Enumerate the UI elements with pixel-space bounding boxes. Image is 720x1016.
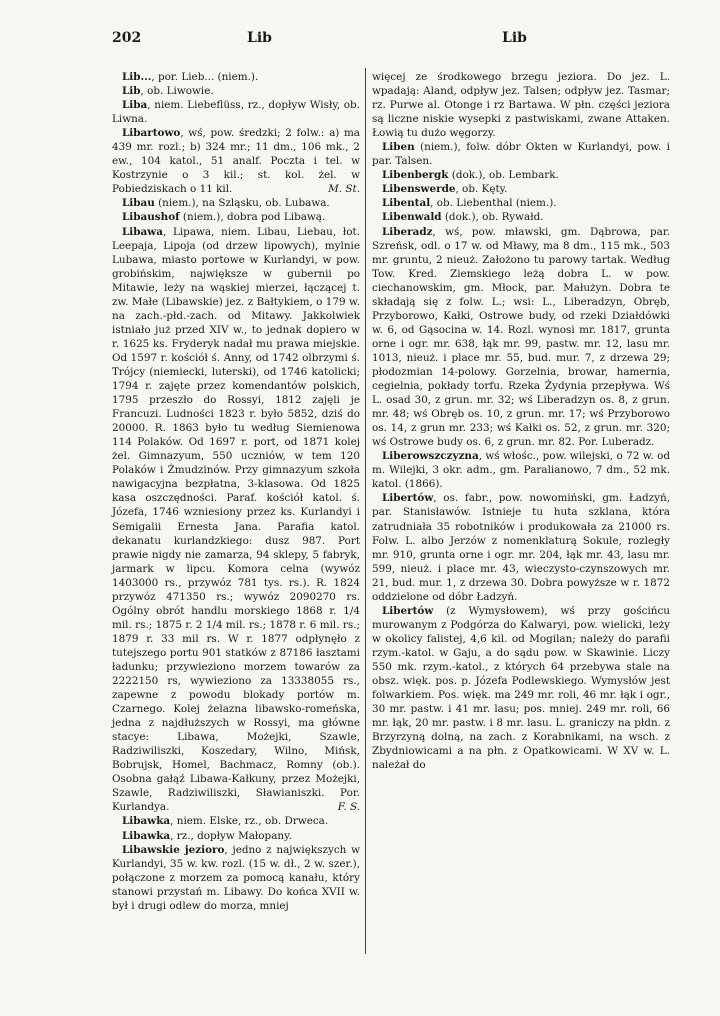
entry-headword: Libaushof <box>122 211 180 224</box>
entry-text: , wś, pow. mławski, gm. Dąbrowa, par. Szreńsk, odl. o 17 w. od Mławy, ma 8 dm., 115 mk., 503 mr. gruntu, 2 nieuż. Założono tu parowy tartak. Według Tow. Kred. Ziemskiego leżą dobra L. w pow. ciechanowskim, gm. Młock, par. Małużyn. Dobra te składają się z folw. L.; wsi: L., Liberadzyn, Obręb, Przyborowo, Kałki, Ostrowe budy, od rzeki Działdówki w. 6, od Gąsocina w. 14. Rozl. wynosi mr. 1817, grunta orne i ogr. mr. 638, łąk mr. 99, pastw. mr. 12, lasu mr. 1013, nieuż. i place mr. 55, bud. mur. 7, z drzewa 29; płodozmian 14-polowy. Gorzelnia, browar, hamernia, cegielnia, pokłady torfu. Rzeka Żydynia przepływa. Wś L. osad 30, z grun. mr. 32; wś Liberadzyn os. 8, z grun. mr. 48; wś Obręb os. 10, z grun. mr. 17; wś Przyborowo os. 14, z grun mr. 233; wś Kałki os. 52, z grun. mr. 320; wś Ostrowe budy os. 6, z grun. mr. 82. Por. Luberadz. <box>372 225 670 449</box>
dictionary-entry <box>112 70 360 84</box>
entry-text: (niem.), na Szląsku, ob. Lubawa. <box>154 197 330 210</box>
entry-headword: Libau <box>122 197 155 210</box>
entry-text: , ob. Kęty. <box>455 183 508 196</box>
dictionary-entry <box>372 210 670 224</box>
entry-headword: Libenswerde <box>382 183 456 196</box>
entry-text: (dok.), ob. Lembark. <box>448 169 559 182</box>
author-signature: M. St. <box>328 183 360 196</box>
entry-text: , jedno z największych w Kurlandyi, 35 w. kw. rozl. (15 w. dł., 2 w. szer.), połączone z morzem za pomocą kanału, który stanowi przystań m. Libawy. Do końca XVII w. był i drugi odlew do morza, mniej <box>112 843 360 912</box>
entry-headword: Liba <box>122 99 148 112</box>
entry-headword: Liberowszczyzna <box>382 450 479 463</box>
dictionary-entry <box>112 210 360 224</box>
entry-headword: Lib <box>122 85 141 98</box>
entry-text: (dok.), ob. Rywałd. <box>441 211 544 224</box>
author-signature: F. S. <box>337 801 360 814</box>
entry-headword: Libental <box>382 197 431 210</box>
entry-headword: Libenbergk <box>382 169 449 182</box>
page-header <box>112 30 660 50</box>
dictionary-entry <box>372 196 670 210</box>
dictionary-entry <box>372 449 670 491</box>
entry-text: , wś włośc., pow. wilejski, o 72 w. od m. Wilejki, 3 okr. adm., gm. Paralianowo, 7 dm., 52 mk. katol. (1866). <box>372 450 670 491</box>
entry-text: (niem.), folw. dóbr Okten w Kurlandyi, pow. i par. Talsen. <box>372 141 670 168</box>
dictionary-entry <box>112 98 360 126</box>
entry-headword: Liberadz <box>382 225 433 238</box>
entry-text: , ob. Liwowie. <box>140 85 214 98</box>
entry-text: , rz., dopływ Małopany. <box>170 829 292 842</box>
entry-text: , niem. Elske, rz., ob. Drweca. <box>170 815 329 828</box>
entry-text: (z Wymysłowem), wś przy gościńcu murowanym z Podgórza do Kalwaryi, pow. wielicki, leży w okolicy falistej, 4,6 kil. od Mogilan; należy do parafii rzym.-katol. w Gaju, a do sądu pow. w Skawinie. Liczy 550 mk. rzym.-katol., z których 64 przebywa stale na obsz. więk. pos. p. Józefa Podlewskiego. Wymysłów jest folwarkiem. Pos. więk. ma 249 mr. roli, 46 mr. łąk i ogr., 30 mr. pastw. i 41 mr. lasu; pos. mniej. 249 mr. roli, 66 mr. łąk, 20 mr. pastw. i 8 mr. lasu. L. graniczy na płdn. z Brzyrzyną dolną, na zach. z Korabnikami, na wsch. z Zbydniowicami a na płn. z Opatkowicami. W XV w. L. należał do <box>372 604 670 772</box>
entry-headword: Libawa <box>122 225 163 238</box>
entry-headword: Libenwald <box>382 211 442 224</box>
dictionary-entry <box>372 491 670 603</box>
dictionary-entry <box>112 225 360 815</box>
left-column <box>112 70 360 913</box>
entry-text: , ob. Liebenthal (niem.). <box>430 197 557 210</box>
dictionary-entry <box>372 140 670 168</box>
entry-headword: Liben <box>382 141 415 154</box>
entry-headword: Libawskie jezioro <box>122 843 225 856</box>
column-divider <box>365 68 366 954</box>
page-number: 202 <box>112 30 142 46</box>
left-running-head: Lib <box>247 30 272 46</box>
entry-headword: Lib... <box>122 71 152 83</box>
entry-headword: Libawka <box>122 815 171 828</box>
entry-text: , wś, pow. średzki; 2 folw.: a) ma 439 mr. rozl.; b) 324 mr.; 11 dm., 106 mk., 2 ew., 104 katol., 51 analf. Poczta i tel. w Kostrzynie o 3 kil.; st. kol. żel. w Pobiedziskach o 11 kil. <box>112 127 360 196</box>
entry-text: , os. fabr., pow. nowomiński, gm. Ładzyń, par. Stanisławów. Istnieje tu huta szklana, która zatrudniała 35 robotników i produkowała za 21000 rs. Folw. L. albo Jerzów z nomenklaturą Sokule, rozległy mr. 910, grunta orne i ogr. mr. 204, łąk mr. 43, lasu mr. 599, nieuż. i place mr. 43, wieczysto-czynszowych mr. 21, bud. mur. 1, z drzewa 30. Dobra powyższe w r. 1872 oddzielone od dóbr Ładzyń. <box>372 492 670 603</box>
continued-entry <box>372 70 670 140</box>
dictionary-entry <box>112 829 360 843</box>
entry-text: , Lipawa, niem. Libau, Liebau, łot. Leepaja, Lipoja (od drzew lipowych), mylnie Lubawa, miasto portowe w Kurlandyi, w pow. grobińskim, największe w gubernii po Mitawie, leży na wąskiej mierzei, łączącej t. zw. Małe (Libawskie) jez. z Bałtykiem, o 179 w. na zach.-płd.-zach. od Mitawy. Jakkolwiek istniało już przed XIV w., to jednak dopiero w r. 1625 ks. Fryderyk nadał mu prawa miejskie. Od 1597 r. kościół ś. Anny, od 1742 olbrzymi ś. Trójcy (niemiecki, luterski), od 1746 katolicki; 1794 r. zajęte przez komendantów polskich, 1795 przeszło do Rossyi, 1812 zajęli je Francuzi. Ludności 1823 r. było 5852, dziś do 20000. R. 1863 było tu według Siemienowa 114 Polaków. Od 1697 r. port, od 1871 kolej żel. Gimnazyum, 550 uczniów, w tem 120 Polaków i Żmudzinów. Przy gimnazyum szkoła nawigacyjna bezpłatna, 3-klasowa. Od 1825 kasa oszczędności. Paraf. kościół katol. ś. Józefa, 1746 wzniesiony przez ks. Kurlandyi i Semigalii Ernesta Jana. Parafia katol. dekanatu kurlandzkiego: dusz 987. Port prawie nigdy nie zamarza, 94 sklepy, 5 fabryk, jarmark w lipcu. Komora celna (wywóz 1403000 rs., przywóz 781 tys. rs.). R. 1824 przywóz 471350 rs.; wywóz 2090270 rs. Ogólny obrót handlu morskiego 1868 r. 1/4 mil. rs.; 1875 r. 2 1/4 mil. rs.; 1878 r. 6 mil. rs.; 1879 r. 33 mil rs. W r. 1877 odpłynęło z tutejszego portu 901 statków z 87186 łasztami ładunku; przywieziono morzem towarów za 2222150 rs, wywieziono za 13338055 rs., zapewne z powodu blokady portów m. Czarnego. Kolej żelazna libawsko-romeńska, jedna z najdłuższych w Rossyi, ma główne stacye: Libawa, Możejki, Szawle, Radziwiliszki, Koszedary, Wilno, Mińsk, Bobrujsk, Homel, Bachmacz, Romny (ob.). Osobna gałąź Libawa-Kałkuny, przez Możejki, Szawle, Radziwiliszki, Sławianiszki. Por. Kurlandya. <box>112 225 360 814</box>
right-column <box>372 70 670 772</box>
dictionary-entry <box>112 814 360 828</box>
dictionary-entry <box>372 225 670 450</box>
dictionary-entry <box>372 168 670 182</box>
dictionary-entry <box>112 126 360 196</box>
entry-text: więcej ze środkowego brzegu jeziora. Do jez. L. wpadają: Aland, odpływ jez. Talsen; odpływ jez. Tasmar; rz. Purwe al. Otonge i rz Bartawa. W płn. części jeziora są liczne niskie wysepki z pastwiskami, zwane Attaken. Łowią tu dużo węgorzy. <box>372 71 670 140</box>
entry-text: , niem. Liebeflüss, rz., dopływ Wisły, ob. Liwna. <box>112 99 360 126</box>
entry-headword: Libartowo <box>122 127 181 140</box>
dictionary-entry <box>372 182 670 196</box>
entry-text: (niem.), dobra pod Libawą. <box>179 211 326 224</box>
entry-text: , por. Lieb... (niem.). <box>151 71 259 83</box>
dictionary-entry <box>112 196 360 210</box>
entry-headword: Libertów <box>382 492 434 505</box>
dictionary-entry <box>112 843 360 913</box>
dictionary-entry <box>112 84 360 98</box>
entry-headword: Libawka <box>122 829 171 842</box>
right-running-head: Lib <box>502 30 527 46</box>
dictionary-entry <box>372 604 670 773</box>
entry-headword: Libertów <box>382 604 434 617</box>
